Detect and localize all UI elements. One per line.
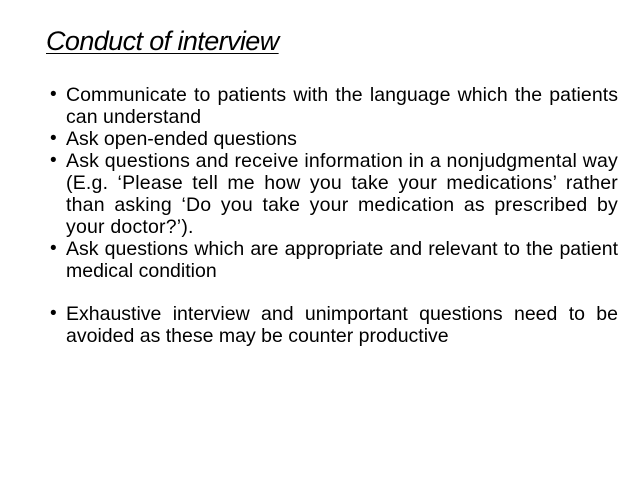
bullet-item-nonjudgmental: [50, 150, 618, 238]
bullet-text: Ask questions and receive information in a nonjudgmental way (E.g. ‘Please tell me how you take your medications’ rather than asking ‘Do you take your medication as prescribed by your doctor?’).: [66, 150, 618, 238]
bullet-text: Ask questions which are appropriate and relevant to the patient medical condition: [66, 238, 618, 282]
bullet-marker: •: [50, 84, 57, 105]
bullet-marker: •: [50, 238, 57, 259]
bullet-text: Exhaustive interview and unimportant questions need to be avoided as these may be counter productive: [66, 303, 618, 347]
bullet-marker: •: [50, 128, 57, 149]
bullet-item-relevant: [50, 238, 618, 282]
bullet-list: [50, 84, 618, 347]
bullet-item-open-ended: [50, 128, 618, 150]
bullet-marker: •: [50, 303, 57, 324]
bullet-item-language: [50, 84, 618, 128]
bullet-text: Ask open-ended questions: [66, 128, 297, 150]
slide-title: Conduct of interview: [46, 26, 279, 56]
bullet-item-avoid-exhaustive: [50, 303, 618, 347]
bullet-marker: •: [50, 150, 57, 171]
bullet-text: Communicate to patients with the language which the patients can understand: [66, 84, 618, 128]
